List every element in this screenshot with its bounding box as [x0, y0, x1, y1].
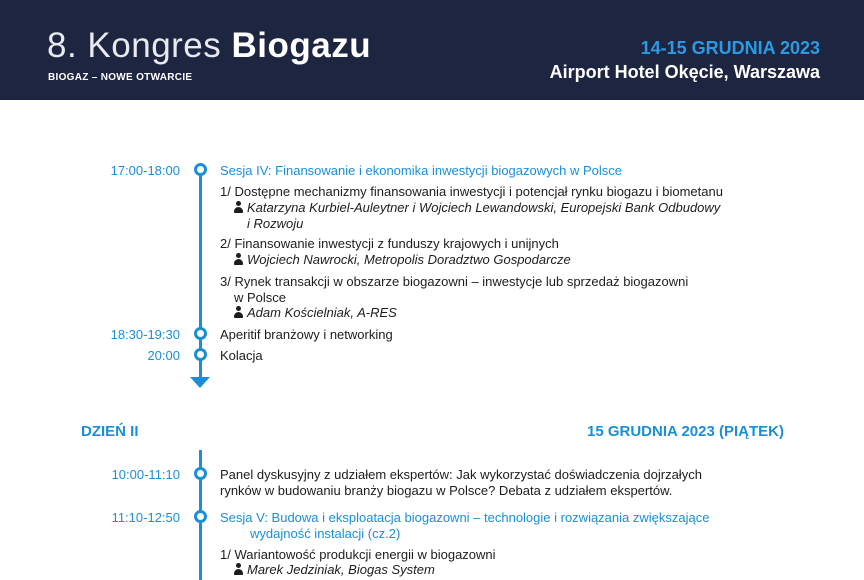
timeline-dot	[194, 510, 207, 523]
talk-speaker	[233, 200, 720, 216]
congress-title	[47, 28, 371, 63]
speaker-name: Marek Jedziniak, Biogas System	[247, 562, 435, 577]
talk-title-cont: w Polsce	[234, 290, 287, 305]
congress-title-light: 8. Kongres	[47, 26, 222, 65]
person-icon	[233, 563, 244, 575]
talk-speaker	[233, 305, 397, 321]
speaker-name: Adam Kościelniak, A-RES	[247, 305, 397, 320]
talk-speaker-cont: i Rozwoju	[247, 216, 304, 231]
talk-speaker	[233, 252, 571, 268]
congress-dates: 14-15 GRUDNIA 2023	[640, 38, 820, 58]
person-icon	[233, 306, 244, 318]
person-icon	[233, 201, 244, 213]
session-time: 17:00-18:00	[110, 163, 180, 178]
day-label: DZIEŃ II	[81, 423, 139, 440]
session-time: 20:00	[147, 348, 180, 363]
session-time: 11:10-12:50	[111, 510, 180, 525]
talk-speaker	[233, 562, 435, 578]
timeline-dot	[194, 467, 207, 480]
timeline-line-day1	[199, 165, 202, 379]
talk-title: 1/ Wariantowość produkcji energii w biogazowni	[220, 547, 496, 562]
session-title: Kolacja	[220, 348, 263, 363]
timeline-arrow-icon	[190, 377, 210, 388]
session-title: Sesja IV: Finansowanie i ekonomika inwestycji biogazowych w Polsce	[220, 163, 622, 178]
congress-subtitle: BIOGAZ – NOWE OTWARCIE	[48, 72, 193, 83]
timeline-dot	[194, 163, 207, 176]
talk-title: 2/ Finansowanie inwestycji z funduszy krajowych i unijnych	[220, 236, 559, 251]
session-title-cont: rynków w budowaniu branży biogazu w Polsce? Debata z udziałem ekspertów.	[220, 483, 673, 498]
person-icon	[233, 253, 244, 265]
timeline-dot	[194, 327, 207, 340]
congress-title-bold: Biogazu	[231, 26, 372, 65]
session-time: 10:00-11:10	[111, 467, 180, 482]
talk-title: 3/ Rynek transakcji w obszarze biogazowni – inwestycje lub sprzedaż biogazowni	[220, 274, 689, 289]
speaker-name: Katarzyna Kurbiel-Auleytner i Wojciech Lewandowski, Europejski Bank Odbudowy	[247, 200, 721, 215]
session-title: Panel dyskusyjny z udziałem ekspertów: Jak wykorzystać doświadczenia dojrzałych	[220, 467, 702, 482]
congress-venue: Airport Hotel Okęcie, Warszawa	[549, 62, 820, 82]
talk-title: 1/ Dostępne mechanizmy finansowania inwestycji i potencjał rynku biogazu i biometanu	[220, 184, 723, 199]
timeline-dot	[194, 348, 207, 361]
session-title: Sesja V: Budowa i eksploatacja biogazowni – technologie i rozwiązania zwiększające	[220, 510, 710, 525]
session-title: Aperitif branżowy i networking	[220, 327, 393, 342]
day-date: 15 GRUDNIA 2023 (PIĄTEK)	[587, 423, 784, 440]
header-banner	[0, 0, 864, 100]
session-time: 18:30-19:30	[110, 327, 180, 342]
session-title-cont: wydajność instalacji (cz.2)	[250, 526, 401, 541]
speaker-name: Wojciech Nawrocki, Metropolis Doradztwo Gospodarcze	[247, 252, 571, 267]
